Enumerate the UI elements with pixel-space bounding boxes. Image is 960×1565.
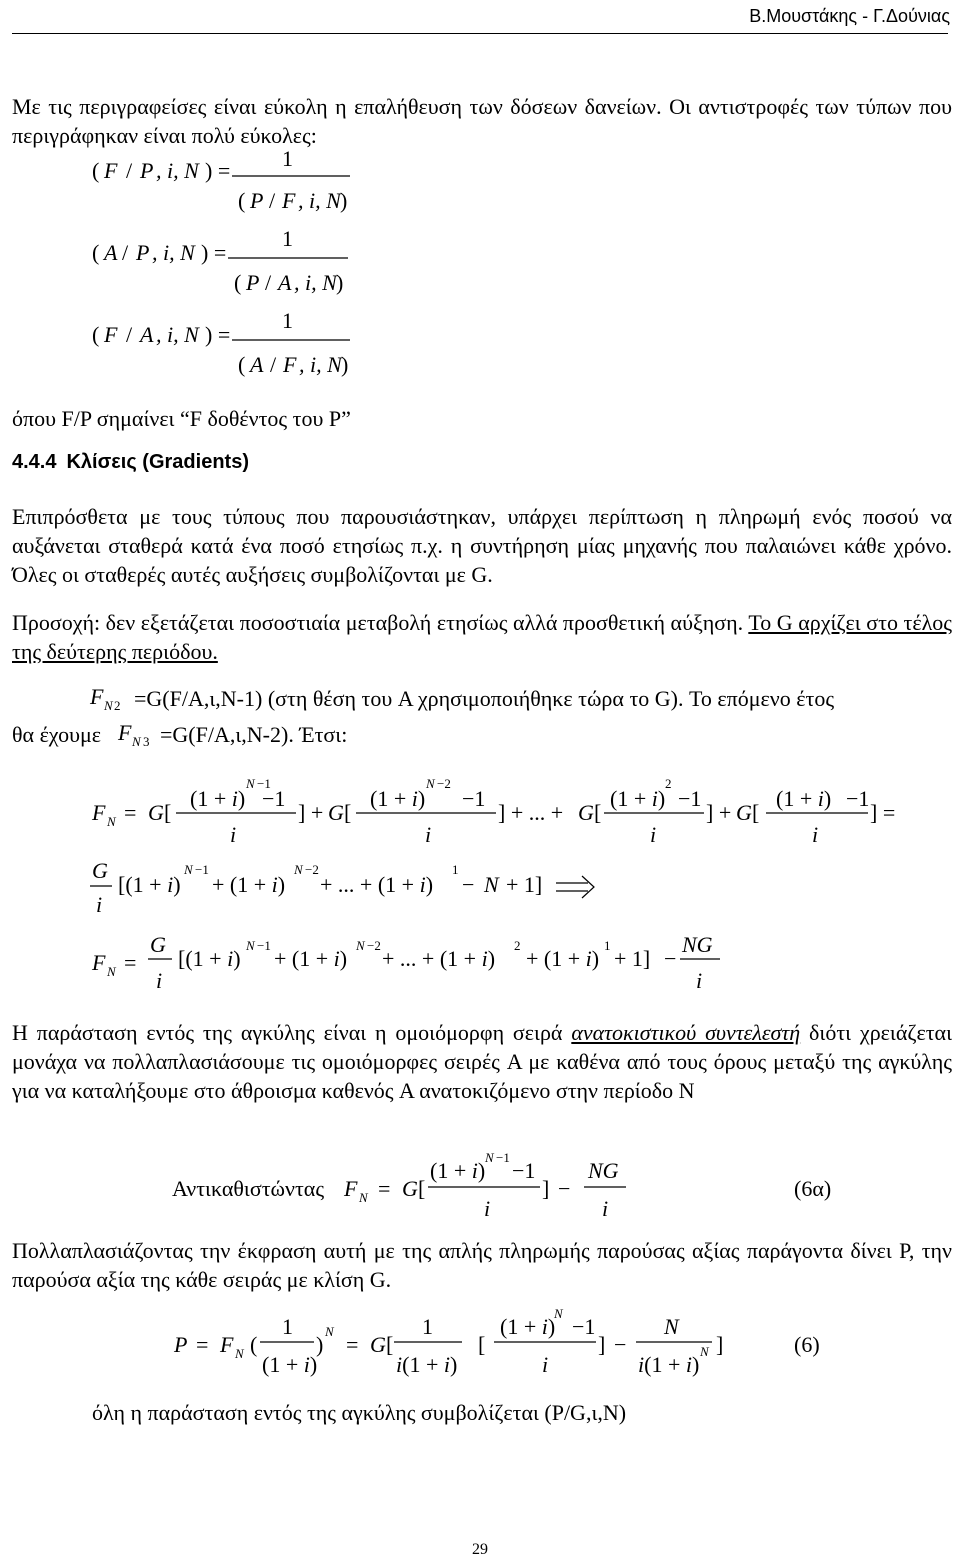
svg-text:N: N: [246, 776, 255, 791]
gradient-paragraph-5: όλη η παράσταση εντός της αγκύλης συμβολίζεται (P/G,ι,N): [92, 1400, 627, 1425]
svg-text:, i, N: , i, N: [298, 188, 341, 213]
svg-text:N: N: [184, 862, 193, 877]
formula-2-rhs-a: P: [246, 270, 260, 295]
svg-text:N: N: [554, 1306, 563, 1321]
svg-text:i: i: [650, 822, 657, 847]
implies-arrow: [556, 876, 594, 898]
svg-text:−2: −2: [305, 862, 319, 877]
header-authors: Β.Μουστάκης - Γ.Δούνιας: [749, 6, 950, 26]
svg-text:P: P: [174, 1332, 188, 1357]
svg-text:[: [: [752, 800, 760, 825]
svg-text:−1: −1: [462, 786, 486, 811]
fn3-prefix: θα έχουμε: [12, 722, 102, 747]
svg-text:(: (: [238, 188, 246, 213]
svg-text:+ (1 + i): + (1 + i): [526, 946, 600, 971]
svg-text:N: N: [359, 1190, 368, 1205]
gradient-paragraph-1: [12, 502, 952, 589]
formula-3-rhs-b: F: [283, 352, 297, 377]
svg-text:i: i: [542, 1352, 549, 1377]
svg-text:(: (: [92, 240, 100, 265]
svg-text:i(1 + i): i(1 + i): [638, 1352, 700, 1377]
svg-text:2: 2: [114, 698, 121, 713]
svg-text:) =: ) =: [205, 322, 231, 347]
formula-3-lhs-a: F: [104, 322, 118, 347]
svg-text:[: [: [418, 1176, 426, 1201]
svg-text:2: 2: [514, 938, 521, 953]
svg-text:/: /: [122, 240, 129, 265]
svg-text:]: ]: [542, 1176, 550, 1201]
svg-text:+ ... + (1 + i): + ... + (1 + i): [382, 946, 496, 971]
svg-text:N: N: [246, 938, 255, 953]
equation-fn-sum: [91, 776, 895, 847]
svg-text:−1: −1: [512, 1158, 536, 1183]
svg-text:] +: ] +: [706, 800, 732, 825]
svg-text:−: −: [558, 1176, 571, 1201]
svg-text:G: G: [402, 1176, 418, 1201]
svg-text:−1: −1: [496, 1150, 510, 1165]
svg-text:−1: −1: [195, 862, 209, 877]
svg-text:, i, N: , i, N: [294, 270, 337, 295]
svg-text:+ (1 + i): + (1 + i): [274, 946, 348, 971]
formula-2-lhs-b: P: [136, 240, 150, 265]
svg-text:): ): [341, 352, 349, 377]
svg-text:i: i: [602, 1196, 609, 1221]
page-number: 29: [472, 1541, 488, 1558]
svg-text:(1 + i): (1 + i): [370, 786, 426, 811]
equation-fn-result: [91, 932, 720, 993]
svg-text:+ 1]: + 1]: [614, 946, 651, 971]
svg-text:−: −: [462, 872, 475, 897]
inverse-formula-1: [92, 146, 350, 213]
svg-text:1: 1: [452, 862, 459, 877]
svg-text:, i, N: , i, N: [156, 322, 199, 347]
svg-text:): ): [336, 270, 344, 295]
svg-text:i: i: [696, 968, 703, 993]
svg-text:G: G: [148, 800, 164, 825]
svg-text:=: =: [378, 1176, 391, 1201]
formula-2-lhs-a: A: [104, 240, 118, 265]
svg-text:/: /: [126, 158, 133, 183]
fn3-description: =G(F/A,ι,N-2). Έτσι:: [160, 722, 348, 747]
svg-text:i: i: [484, 1196, 491, 1221]
svg-text:−1: −1: [262, 786, 286, 811]
fn3-symbol: [0, 712, 180, 752]
gradient-paragraph-3-b: διότι χρειάζεται μονάχα να πολλαπλασιάσουμε τις ομοιόμορφες σειρές A με καθένα από τους όρους μεταξύ της αγκύλης για να καταλήξουμε στο άθροισμα καθενός A ανατοκιζόμενο στην περίοδο N: [12, 1020, 952, 1103]
section-number: 4.4.4: [12, 451, 57, 473]
svg-text:i: i: [96, 892, 103, 917]
svg-text:/: /: [270, 352, 277, 377]
svg-text:F: F: [92, 950, 106, 975]
svg-text:(1 + i): (1 + i): [262, 1352, 318, 1377]
gradient-paragraph-4: Πολλαπλασιάζοντας την έκφραση αυτή με της απλής πληρωμής παρούσας αξίας παράγοντα δίνει P, την παρούσα αξία της κάθε σειράς με κλίση G.: [12, 1238, 952, 1292]
svg-text:N: N: [356, 938, 365, 953]
svg-text:[: [: [478, 1332, 486, 1357]
formula-1-lhs-b: P: [140, 158, 154, 183]
svg-text:]: ]: [716, 1332, 724, 1357]
svg-text:(: (: [92, 158, 100, 183]
svg-text:−1: −1: [572, 1314, 596, 1339]
svg-text:−: −: [614, 1332, 627, 1357]
svg-text:N: N: [132, 734, 141, 749]
svg-text:, i, N: , i, N: [152, 240, 195, 265]
svg-text:i: i: [425, 822, 432, 847]
equation-6a-tag: (6α): [794, 1176, 832, 1201]
svg-text:): ): [340, 188, 348, 213]
gradient-paragraph-3-em: ανατοκιστικού συντελεστή: [571, 1020, 801, 1045]
svg-text:2: 2: [665, 776, 672, 791]
svg-text:, i, N: , i, N: [299, 352, 342, 377]
equation-6: [0, 1300, 960, 1390]
svg-text:−1: −1: [257, 776, 271, 791]
svg-text:N: N: [107, 964, 116, 979]
svg-text:[: [: [386, 1332, 394, 1357]
svg-text:NG: NG: [682, 932, 713, 957]
svg-text:=: =: [124, 800, 137, 825]
svg-text:] +: ] +: [298, 800, 324, 825]
svg-text:F: F: [344, 1176, 358, 1201]
svg-text:1: 1: [604, 938, 611, 953]
svg-text:1: 1: [282, 1314, 293, 1339]
svg-text:G: G: [370, 1332, 386, 1357]
svg-text:N: N: [664, 1314, 679, 1339]
svg-text:N: N: [700, 1344, 709, 1359]
svg-text:−1: −1: [678, 786, 702, 811]
svg-text:3: 3: [143, 734, 150, 749]
svg-text:N: N: [325, 1324, 334, 1339]
formula-1-rhs-b: F: [282, 188, 296, 213]
svg-text:[: [: [344, 800, 352, 825]
inverse-formula-3: [92, 308, 350, 377]
svg-text:NG: NG: [588, 1158, 619, 1183]
formula-1-rhs-a: P: [250, 188, 264, 213]
gradient-paragraph-1-b: Όλες οι σταθερές αυτές αυξήσεις συμβολίζονται με G.: [12, 562, 493, 587]
svg-text:) =: ) =: [201, 240, 227, 265]
svg-text:[(1 + i): [(1 + i): [178, 946, 241, 971]
gradient-paragraph-3-a: Η παράσταση εντός της αγκύλης είναι η ομοιόμορφη σειρά: [12, 1020, 563, 1045]
svg-text:F: F: [92, 800, 106, 825]
svg-text:, i, N: , i, N: [156, 158, 199, 183]
svg-text:N: N: [235, 1346, 244, 1361]
svg-text:N: N: [484, 872, 499, 897]
gradient-paragraph-3: [12, 1018, 952, 1105]
svg-text:(1 + i): (1 + i): [776, 786, 832, 811]
formula-1-lhs-a: F: [104, 158, 118, 183]
svg-text:1: 1: [282, 226, 293, 251]
svg-text:(: (: [250, 1332, 258, 1357]
svg-text:[(1 + i): [(1 + i): [118, 872, 181, 897]
svg-text:i: i: [230, 822, 237, 847]
svg-text:/: /: [126, 322, 133, 347]
svg-text:[: [: [164, 800, 172, 825]
intro-paragraph: Με τις περιγραφείσες είναι εύκολη η επαλήθευση των δόσεων δανείων. Οι αντιστροφές των τύπων που περιγράφηκαν είναι πολύ εύκολες:: [12, 94, 952, 148]
svg-text:1: 1: [282, 146, 293, 171]
section-title: Κλίσεις (Gradients): [66, 451, 249, 473]
svg-text:=: =: [346, 1332, 359, 1357]
formula-3-lhs-b: A: [140, 322, 154, 347]
gradient-paragraph-2-b: Το G αρχίζει στο τέλος της δεύτερης περιόδου.: [12, 610, 952, 664]
subst-label: Αντικαθιστώντας: [172, 1176, 325, 1201]
svg-text:G: G: [150, 932, 166, 957]
formula-2-rhs-b: A: [278, 270, 292, 295]
svg-text:G: G: [578, 800, 594, 825]
svg-text:−: −: [664, 946, 677, 971]
svg-text:i: i: [812, 822, 819, 847]
header-rule: [12, 33, 948, 34]
svg-text:+ 1]: + 1]: [506, 872, 543, 897]
svg-text:]: ]: [598, 1332, 606, 1357]
svg-text:(1 + i): (1 + i): [610, 786, 666, 811]
svg-text:=: =: [124, 950, 137, 975]
svg-text:F: F: [118, 720, 132, 745]
fn2-description: =G(F/A,ι,N-1) (στη θέση του A χρησιμοποιήθηκε τώρα το G). Το επόμενο έτος: [134, 686, 835, 711]
svg-text:+ (1 + i): + (1 + i): [212, 872, 286, 897]
svg-text:N: N: [426, 776, 435, 791]
svg-text:−1: −1: [846, 786, 870, 811]
svg-text:(: (: [92, 322, 100, 347]
svg-text:1: 1: [282, 308, 293, 333]
svg-text:N: N: [104, 698, 113, 713]
svg-text:=: =: [196, 1332, 209, 1357]
gradient-paragraph-2: [12, 608, 952, 666]
svg-text:(: (: [234, 270, 242, 295]
svg-text:G: G: [736, 800, 752, 825]
svg-text:1: 1: [422, 1314, 433, 1339]
svg-text:] + ... +: ] + ... +: [498, 800, 564, 825]
svg-text:−2: −2: [367, 938, 381, 953]
fn2-symbol: [0, 676, 120, 716]
svg-text:) =: ) =: [205, 158, 231, 183]
equation-g-over-i: [90, 858, 594, 917]
svg-text:): ): [316, 1332, 324, 1357]
equation-6-tag: (6): [794, 1332, 820, 1357]
svg-text:i(1 + i): i(1 + i): [396, 1352, 458, 1377]
svg-text:−2: −2: [437, 776, 451, 791]
svg-text:+ ... + (1 + i): + ... + (1 + i): [320, 872, 434, 897]
svg-text:[: [: [594, 800, 602, 825]
svg-text:F: F: [90, 684, 104, 709]
gradient-paragraph-1-a: Επιπρόσθετα με τους τύπους που παρουσιάστηκαν, υπάρχει περίπτωση η πληρωμή ενός ποσού να αυξάνεται σταθερά κατά ένα ποσό ετησίως π.χ. η συντήρηση μίας μηχανής που παλαιώνει κάθε χρόνο.: [12, 504, 952, 558]
svg-text:−1: −1: [257, 938, 271, 953]
svg-text:(: (: [238, 352, 246, 377]
svg-text:N: N: [107, 814, 116, 829]
svg-text:i: i: [156, 968, 163, 993]
intro-note: όπου F/P σημαίνει “F δοθέντος του P”: [12, 406, 351, 431]
svg-text:/: /: [265, 270, 272, 295]
svg-text:N: N: [294, 862, 303, 877]
svg-text:(1 + i): (1 + i): [500, 1314, 556, 1339]
gradient-paragraph-2-a: Προσοχή: δεν εξετάζεται ποσοστιαία μεταβολή ετησίως αλλά προσθετική αύξηση.: [12, 610, 744, 635]
svg-text:/: /: [269, 188, 276, 213]
svg-text:] =: ] =: [870, 800, 896, 825]
svg-text:(1 + i): (1 + i): [430, 1158, 486, 1183]
inverse-formula-2: [92, 226, 348, 295]
inverse-formulas: [0, 146, 960, 400]
svg-text:F: F: [220, 1332, 234, 1357]
svg-text:G: G: [92, 858, 108, 883]
gradient-equations: [0, 770, 960, 1005]
equation-6a: [0, 1146, 960, 1226]
section-heading: [12, 451, 249, 474]
formula-3-rhs-a: A: [250, 352, 264, 377]
svg-text:(1 + i): (1 + i): [190, 786, 246, 811]
svg-text:N: N: [485, 1150, 494, 1165]
svg-text:G: G: [328, 800, 344, 825]
